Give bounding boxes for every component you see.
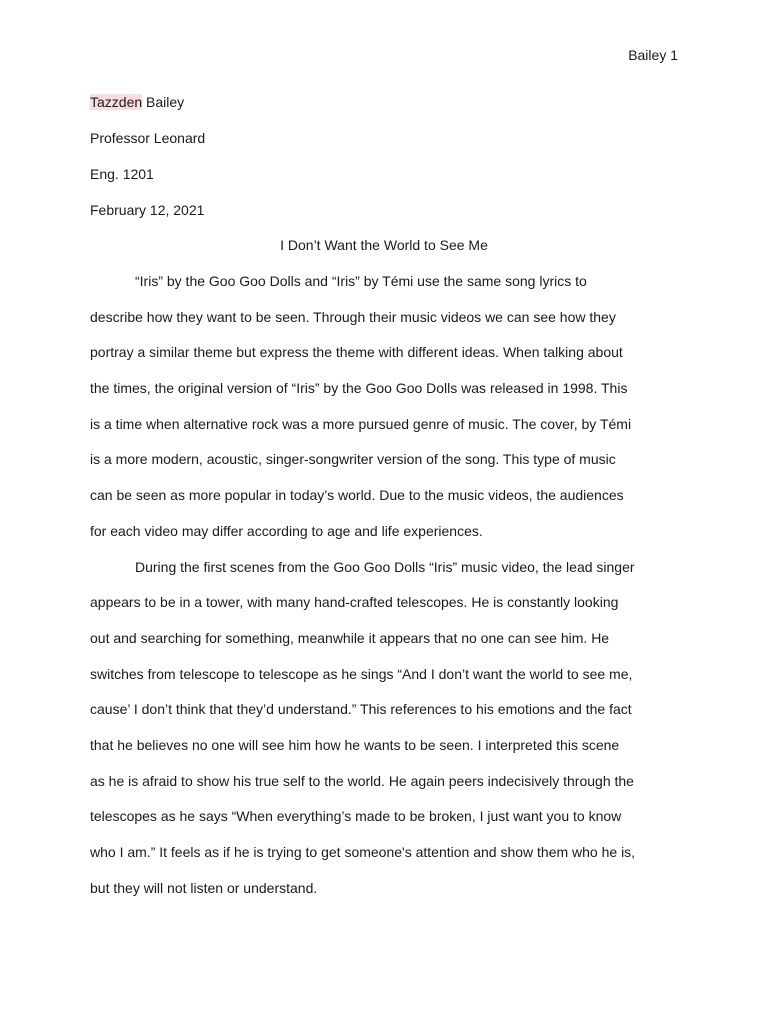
course-name: Eng. 1201 [90, 166, 154, 182]
body-line: switches from telescope to telescope as he sings “And I don’t want the world to see me, [90, 665, 633, 682]
body-line: is a more modern, acoustic, singer-songwriter version of the song. This type of music [90, 451, 616, 468]
essay-body [90, 270, 678, 912]
body-line: portray a similar theme but express the theme with different ideas. When talking about [90, 344, 623, 361]
essay-title: I Don’t Want the World to See Me [280, 237, 488, 253]
body-line: describe how they want to be seen. Through their music videos we can see how they [90, 308, 616, 325]
body-line: but they will not listen or understand. [90, 879, 318, 896]
body-line: telescopes as he says “When everything’s made to be broken, I just want you to know [90, 808, 622, 825]
body-line: that he believes no one will see him how he wants to be seen. I interpreted this scene [90, 736, 620, 753]
body-line: can be seen as more popular in today’s world. Due to the music videos, the audiences [90, 487, 624, 504]
body-line: as he is afraid to show his true self to the world. He again peers indecisively through the [90, 772, 634, 789]
essay-date: February 12, 2021 [90, 202, 205, 218]
body-line: cause’ I don’t think that they’d understand.” This references to his emotions and the fact [90, 701, 632, 718]
running-header: Bailey 1 [628, 47, 678, 63]
mla-heading [90, 91, 678, 235]
body-line: is a time when alternative rock was a more pursued genre of music. The cover, by Témi [90, 415, 632, 432]
body-line: the times, the original version of “Iris” by the Goo Goo Dolls was released in 1998. This [90, 380, 628, 397]
body-line: appears to be in a tower, with many hand-crafted telescopes. He is constantly looking [90, 594, 619, 611]
body-line: During the first scenes from the Goo Goo Dolls “Iris” music video, the lead singer [135, 558, 635, 575]
body-line: out and searching for something, meanwhile it appears that no one can see him. He [90, 629, 610, 646]
spellcheck-highlight: Tazzden [90, 94, 143, 110]
student-last-name: Bailey [142, 94, 185, 110]
student-name [90, 91, 678, 127]
body-line: for each video may differ according to age and life experiences. [90, 522, 483, 539]
body-line: “Iris” by the Goo Goo Dolls and “Iris” by Témi use the same song lyrics to [135, 273, 587, 289]
body-line: who I am.” It feels as if he is trying to get someone's attention and show them who he is, [90, 844, 636, 860]
professor-name: Professor Leonard [90, 130, 206, 146]
